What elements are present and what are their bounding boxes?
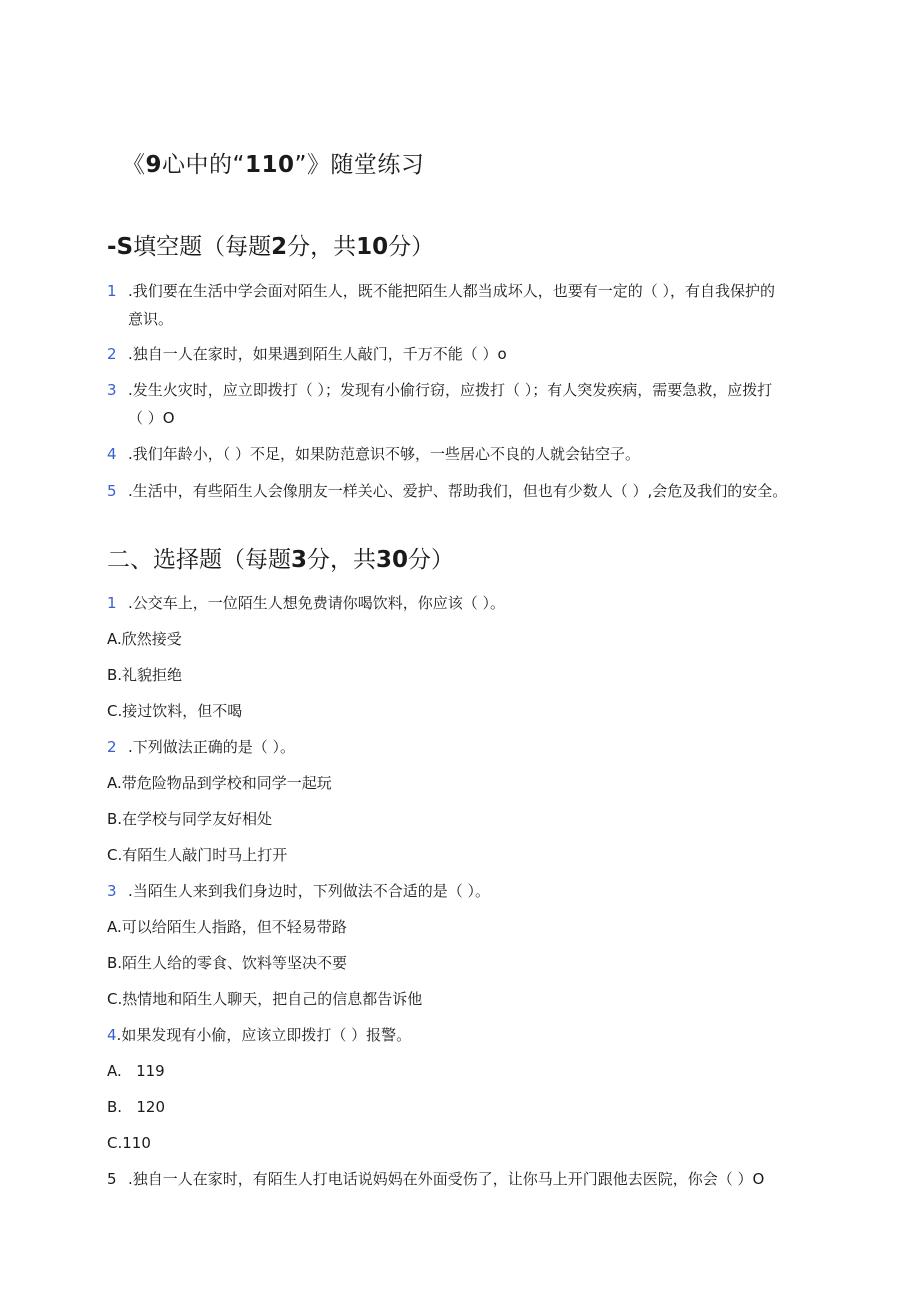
choice-option: B.在学校与同学友好相处	[107, 810, 273, 828]
fill-question-1-continuation: 意识。	[128, 310, 174, 328]
choice-question-2: 2 .下列做法正确的是（ ）。	[107, 738, 296, 756]
choice-option: A.欣然接受	[107, 630, 182, 648]
choice-option: A.可以给陌生人指路，但不轻易带路	[107, 918, 347, 936]
choice-option: C.110	[107, 1134, 151, 1152]
choice-question-3: 3 .当陌生人来到我们身边时，下列做法不合适的是（ ）。	[107, 882, 491, 900]
fill-question-4: 4 .我们年龄小，（ ）不足，如果防范意识不够，一些居心不良的人就会钻空子。	[107, 445, 641, 463]
fill-question-1: 1 .我们要在生活中学会面对陌生人，既不能把陌生人都当成坏人，也要有一定的（ ），有自我保护的	[107, 282, 776, 300]
choice-option: C.有陌生人敲门时马上打开	[107, 846, 288, 864]
page-title: 《9心中的“110”》随堂练习	[122, 152, 425, 178]
fill-question-5: 5 .生活中，有些陌生人会像朋友一样关心、爱护、帮助我们，但也有少数人（ ）,会危及我们的安全。	[107, 482, 788, 500]
choice-option: B.礼貌拒绝	[107, 666, 183, 684]
section-heading-fill-blank: -S填空题（每题2分，共10分）	[107, 234, 435, 260]
choice-option: A.带危险物品到学校和同学一起玩	[107, 774, 332, 792]
choice-question-4: 4.如果发现有小偷，应该立即拨打（ ）报警。	[107, 1026, 412, 1044]
choice-option: C.热情地和陌生人聊天，把自己的信息都告诉他	[107, 990, 423, 1008]
choice-option: B.陌生人给的零食、饮料等坚决不要	[107, 954, 348, 972]
choice-question-1: 1 .公交车上，一位陌生人想免费请你喝饮料，你应该（ ）。	[107, 594, 506, 612]
fill-question-2: 2 .独自一人在家时，如果遇到陌生人敲门，千万不能（ ）o	[107, 345, 507, 363]
choice-option: A. 119	[107, 1062, 165, 1080]
choice-option: B. 120	[107, 1098, 165, 1116]
fill-question-3: 3 .发生火灾时，应立即拨打（ ）；发现有小偷行窃，应拨打（ ）；有人突发疾病，需要急救，应拨打	[107, 381, 773, 399]
choice-question-5: 5 .独自一人在家时，有陌生人打电话说妈妈在外面受伤了，让你马上开门跟他去医院，你会（ ）O	[107, 1170, 765, 1188]
choice-option: C.接过饮料，但不喝	[107, 702, 243, 720]
fill-question-3-continuation: （ ）O	[128, 409, 175, 427]
section-heading-choice: 二、选择题（每题3分，共30分）	[107, 547, 455, 573]
